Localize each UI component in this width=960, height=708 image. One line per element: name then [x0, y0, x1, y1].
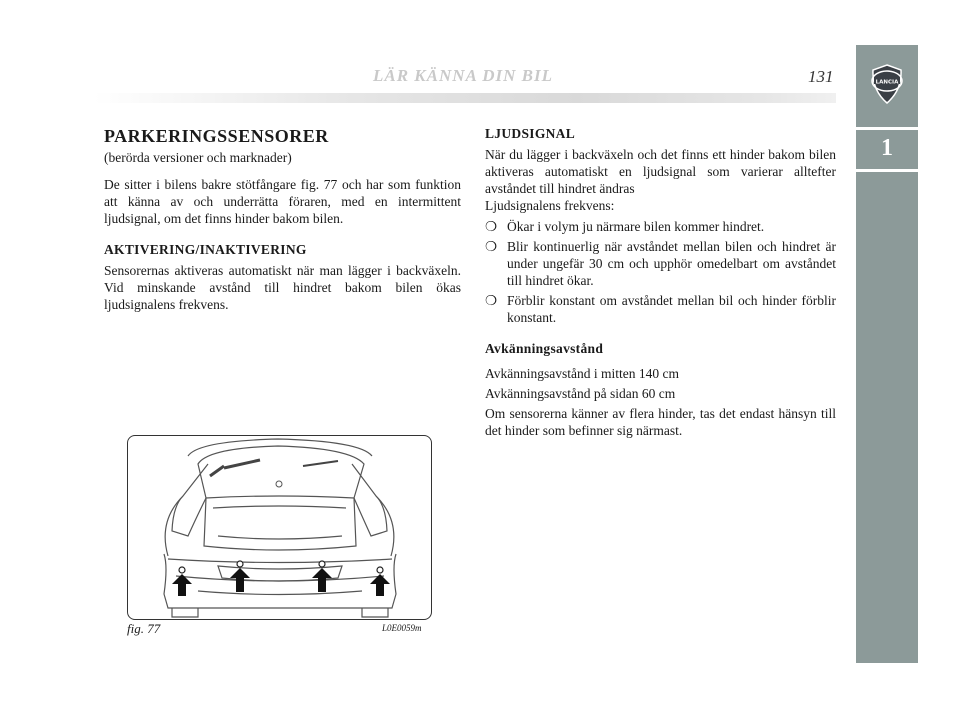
distance-center: Avkänningsavstånd i mitten 140 cm — [485, 366, 679, 381]
list-item-text: Ökar i volym ju närmare bilen kommer hindret. — [507, 219, 765, 234]
figure-code: L0E0059m — [382, 623, 422, 633]
list-item — [485, 218, 836, 235]
intro-text: De sitter i bilens bakre stötfångare fig. 77 och har som funktion att känna av och underrätta föraren, med en intermittent ljudsignal, om det finns hinder bakom bilen. — [104, 177, 461, 226]
distance-side: Avkänningsavstånd på sidan 60 cm — [485, 386, 676, 401]
section-title: PARKERINGSSENSORER — [104, 126, 329, 146]
section-subtitle: (berörda versioner och marknader) — [104, 150, 292, 165]
header-title: LÄR KÄNNA DIN BIL — [373, 66, 553, 85]
chapter-number: 1 — [881, 135, 893, 161]
list-item-text: Förblir konstant om avståndet mellan bil och hinder förblir konstant. — [507, 293, 836, 325]
car-rear-illustration — [128, 436, 431, 619]
bullet-icon: ❍ — [485, 239, 498, 254]
bullet-icon: ❍ — [485, 293, 498, 308]
left-column — [104, 125, 461, 323]
right-column — [485, 125, 836, 449]
activation-text: Sensorernas aktiveras automatiskt när man lägger i backväxeln. Vid minskande avstånd till hindret bakom bilen ökas ljudsignalens frekvens. — [104, 263, 461, 312]
tab-divider — [856, 127, 918, 130]
distance-heading: Avkänningsavstånd — [485, 341, 604, 356]
activation-heading: AKTIVERING/INAKTIVERING — [104, 242, 307, 257]
distance-note: Om sensorerna känner av flera hinder, tas det endast hänsyn till det hinder som befinner sig närmast. — [485, 406, 836, 438]
bullet-icon: ❍ — [485, 219, 498, 234]
signal-frequency-label: Ljudsignalens frekvens: — [485, 198, 615, 213]
side-tab — [856, 45, 918, 663]
header-rule — [94, 93, 836, 103]
page-number: 131 — [808, 67, 834, 86]
brand-logo — [856, 45, 918, 123]
list-item-text: Blir kontinuerlig när avståndet mellan bilen och hindret är under ungefär 30 cm och upphör omedelbart om avståndet till hindret ökar. — [507, 239, 836, 288]
signal-text: När du lägger i backväxeln och det finns ett hinder bakom bilen aktiveras automatiskt en ljudsignal som varierar alltefter avståndet till hindret ändras — [485, 147, 836, 196]
figure-box — [127, 435, 432, 620]
signal-heading: LJUDSIGNAL — [485, 126, 576, 141]
tab-divider — [856, 169, 918, 172]
list-item — [485, 238, 836, 289]
frequency-bullet-list — [485, 218, 836, 326]
list-item — [485, 292, 836, 326]
svg-text:LANCIA: LANCIA — [875, 79, 899, 86]
figure-label: fig. 77 — [127, 621, 161, 636]
